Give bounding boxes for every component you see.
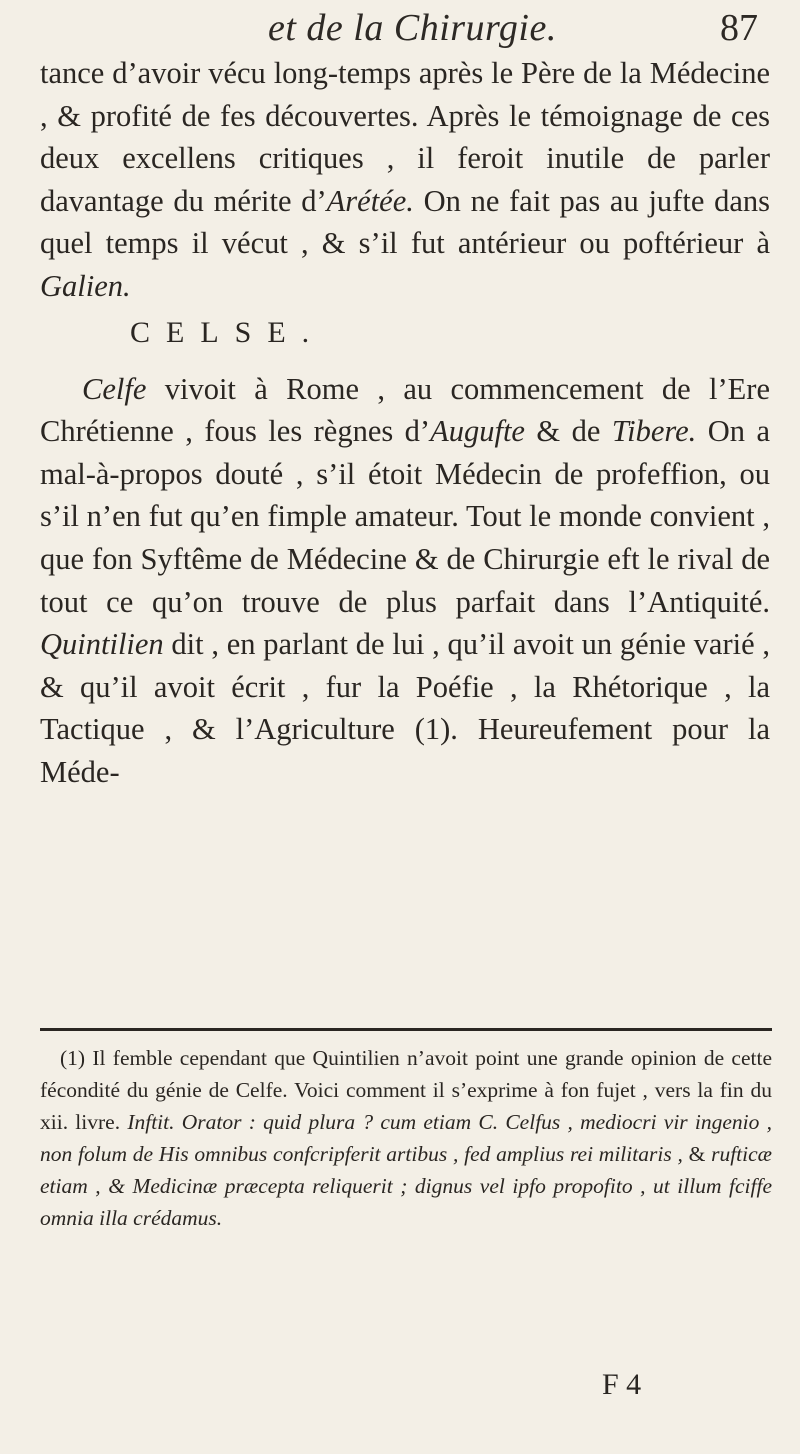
text-run: On ne fait pas au jufte dans quel temps il vécut , & s’il fut antérieur ou poftérieur à	[40, 183, 770, 261]
italic-name-celse: Celfe	[82, 371, 147, 406]
text-run: On a mal-à-propos douté , s’il étoit Médecin de profeffion, ou s’il n’en fut qu’en fimple amateur. Tout le monde convient , que fon Syftême de Médecine & de Chirurgie eft le rival de tout ce qu’on trouve de plus parfait dans l’Antiquité.	[40, 414, 770, 619]
page-number: 87	[720, 7, 758, 49]
text-run: tance d’avoir vécu long-temps après le Père de la Médecine , & profité de fes découvertes. Après le témoignage de ces deux excellens critiques , il feroit inutile de parler davantage du mérite d’	[40, 56, 770, 218]
footnote-rule	[40, 1028, 772, 1031]
text-run: & de	[524, 414, 612, 449]
italic-name-quintilien: Quintilien	[40, 627, 164, 662]
footnote-text: (1) Il femble cependant que Quintilien n’avoit point une grande opinion de cette fécondité du génie de Celfe. Voici comment il s’exprime à fon fujet , vers la fin du xii. livre.	[40, 1046, 772, 1134]
italic-name-auguste: Augufte	[430, 414, 525, 449]
celse-paragraph	[40, 368, 770, 794]
footnote-latin-quote: rufticæ etiam , & Medicinæ præcepta reliquerit ; dignus vel ipfo propofito , ut illum fciffe omnia illa crédamus.	[40, 1142, 773, 1230]
footnote	[40, 1042, 772, 1234]
main-text	[40, 52, 770, 794]
italic-name-tibere: Tibere.	[611, 414, 697, 449]
section-heading: CELSE.	[130, 315, 326, 349]
italic-name-galien: Galien.	[40, 268, 131, 303]
text-run: vivoit à Rome , au commencement de l’Ere Chrétienne , fous les règnes d’	[40, 371, 770, 449]
italic-name-aretee: Arétée.	[326, 183, 414, 218]
text-run: dit , en parlant de lui , qu’il avoit un génie varié , & qu’il avoit écrit , fur la Poéfie , la Rhétorique , la Tactique , & l’Agriculture (1). Heureufement pour la Méde-	[40, 627, 770, 789]
footnote-text: &	[688, 1142, 706, 1166]
continued-paragraph	[40, 52, 770, 308]
signature-mark: F 4	[602, 1368, 642, 1401]
footnote-latin-quote: Inftit. Orator : quid plura ? cum etiam C. Celfus , mediocri vir ingenio , non folum de His omnibus confcripferit artibus , fed amplius rei militaris ,	[40, 1110, 772, 1166]
running-title: et de la Chirurgie.	[268, 7, 557, 49]
running-head	[0, 6, 800, 52]
